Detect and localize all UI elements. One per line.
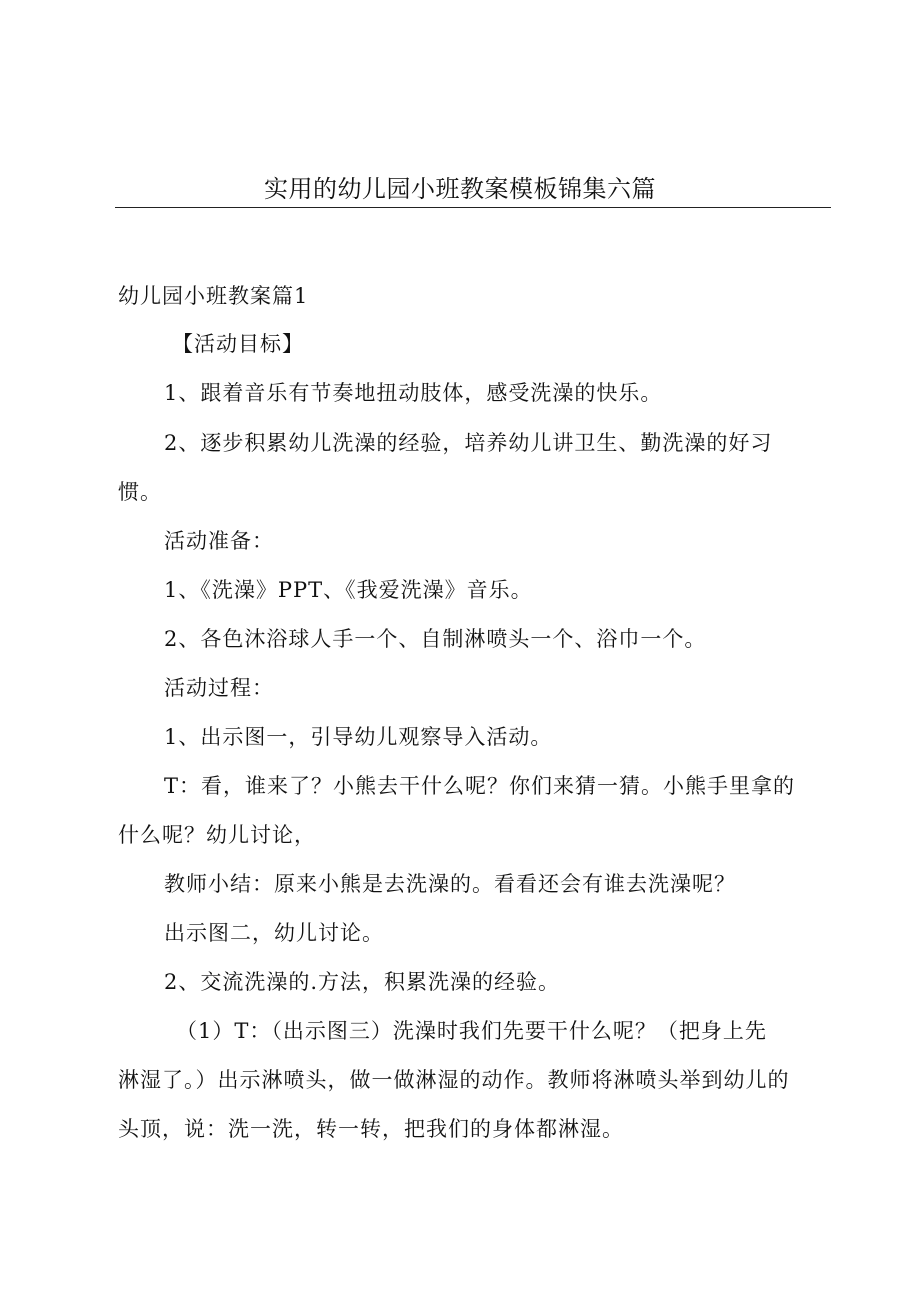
- goals-heading: 【活动目标】: [172, 332, 304, 356]
- section-heading: 幼儿园小班教案篇1: [118, 284, 309, 308]
- prep-item-1: 1、《洗澡》PPT、《我爱洗澡》音乐。: [164, 578, 533, 602]
- title-divider: [115, 207, 831, 208]
- process-step-2: 2、交流洗澡的.方法，积累洗澡的经验。: [164, 970, 561, 994]
- sub-step-1-line-1: （1）T：（出示图三）洗澡时我们先要干什么呢？（把身上先: [176, 1019, 767, 1043]
- dialogue-t1-line-1: T：看，谁来了？小熊去干什么呢？你们来猜一猜。小熊手里拿的: [164, 774, 796, 798]
- process-heading: 活动过程：: [164, 676, 274, 700]
- document-title: 实用的幼儿园小班教案模板锦集六篇: [264, 175, 656, 203]
- dialogue-t1-line-2: 什么呢？幼儿讨论，: [118, 823, 316, 847]
- goal-2-line-2: 惯。: [118, 480, 162, 504]
- goal-2-line-1: 2、逐步积累幼儿洗澡的经验，培养幼儿讲卫生、勤洗澡的好习: [164, 431, 773, 455]
- sub-step-1-line-3: 头顶，说：洗一洗，转一转，把我们的身体都淋湿。: [118, 1117, 624, 1141]
- process-step-1: 1、出示图一，引导幼儿观察导入活动。: [164, 725, 553, 749]
- prep-item-2: 2、各色沐浴球人手一个、自制淋喷头一个、浴巾一个。: [164, 627, 707, 651]
- goal-1: 1、跟着音乐有节奏地扭动肢体，感受洗澡的快乐。: [164, 381, 663, 405]
- teacher-summary: 教师小结：原来小熊是去洗澡的。看看还会有谁去洗澡呢？: [164, 872, 736, 896]
- show-picture-2: 出示图二，幼儿讨论。: [164, 921, 384, 945]
- prep-heading: 活动准备：: [164, 529, 274, 553]
- sub-step-1-line-2: 淋湿了。）出示淋喷头，做一做淋湿的动作。教师将淋喷头举到幼儿的: [118, 1068, 790, 1092]
